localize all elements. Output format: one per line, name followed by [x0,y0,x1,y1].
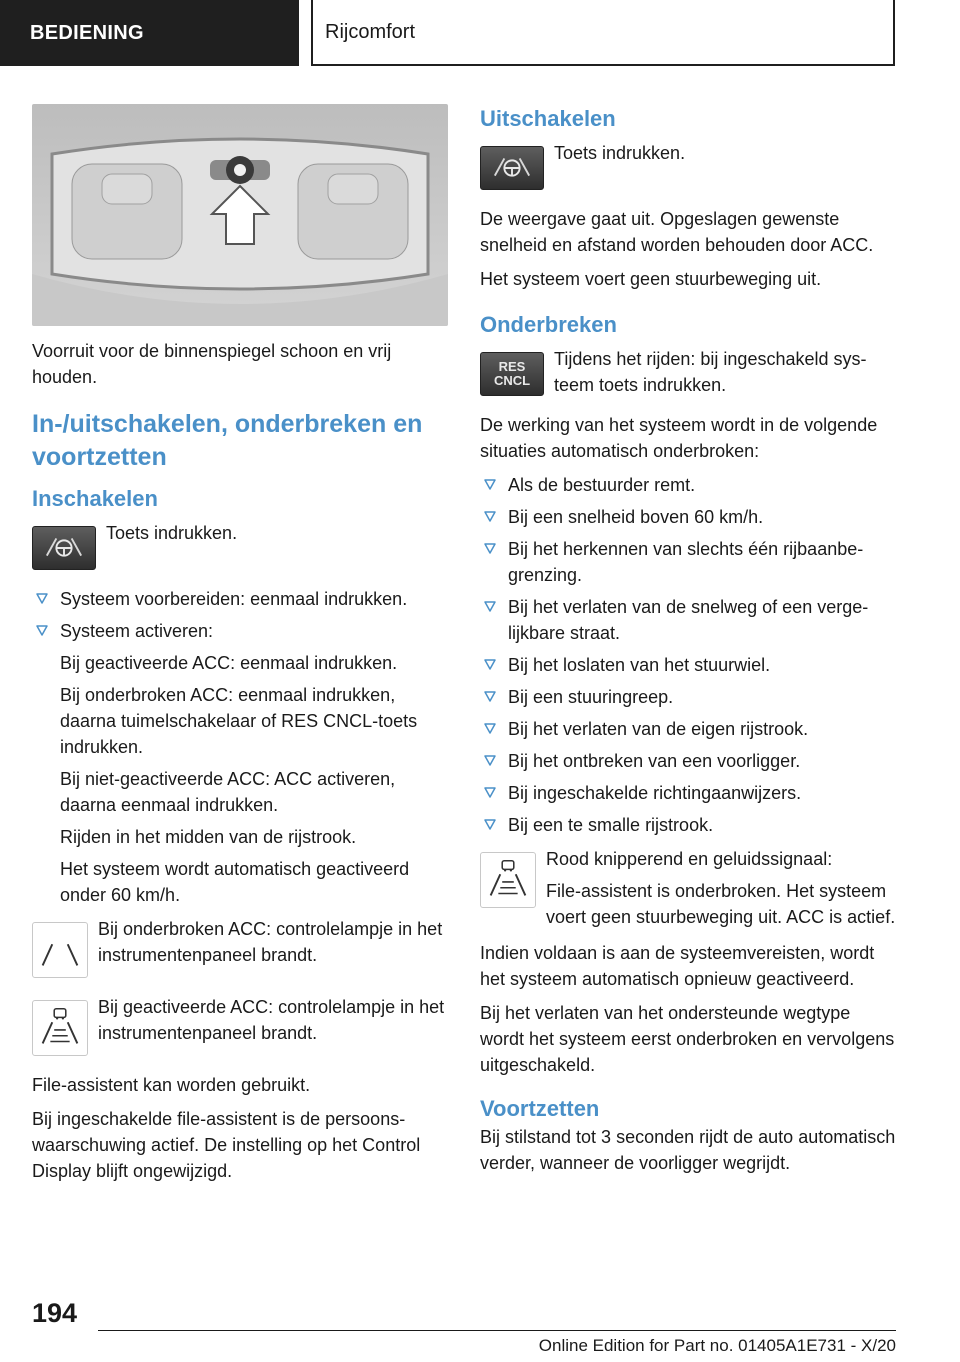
photo-caption: Voorruit voor de binnenspiegel schoon en vrij houden. [32,341,392,387]
list-item: Bij een snelheid boven 60 km/h. [480,504,896,530]
onderbreken-intro: De werking van het systeem wordt in de volgende situaties automatisch onderbroken: [480,415,878,461]
windshield-mirror-photo [32,104,448,326]
lane-lamp-off-icon [32,922,88,978]
list-item: Bij ingeschakelde richtingaanwijzers. [480,780,896,806]
steering-assist-button-icon [480,146,544,190]
lamp-warning-text1: Rood knipperend en geluidssignaal: [546,849,833,869]
list-item: Bij het verlaten van de eigen rijstrook. [480,716,896,742]
page-header [0,0,960,66]
bullet-triangle-icon [480,652,500,678]
list-item: Als de bestuurder remt. [480,472,896,498]
lane-lamp-icon [32,1000,88,1056]
inschakelen-icon-text: Toets indrukken. [106,523,238,543]
sub-text: Bij onderbroken ACC: eenmaal indrukken, daarna tuimelschakelaar of RES CNCL-toets indrukken. [60,685,418,757]
uitschakelen-icon-row [480,140,896,196]
lamp1-row [32,916,448,984]
lamp2-row [32,994,448,1062]
list-item: Bij het ontbreken van een voorligger. [480,748,896,774]
bullet-triangle-icon [480,812,500,838]
right-column [480,104,896,1184]
sub-text: Bij geactiveerde ACC: eenmaal indrukken. [60,653,398,673]
paragraph: Het systeem voert geen stuurbeweging uit. [480,269,822,289]
bullet-triangle-icon [480,780,500,806]
lane-lamp-icon [480,852,536,908]
left-column [32,104,448,1192]
bullet-triangle-icon [480,504,500,530]
list-item: Systeem activeren: Bij geactiveerde ACC: eenmaal indrukken. Bij onderbroken ACC: eenmaal indrukken, daarna tuimelschakelaar of RES CNCL-toets indrukken. Bij niet-geactiveerde ACC: ACC activeren, daarna eenmaal indrukken. Rijden in het midden van de rijstrook. Het systeem wordt automatisch geactiveerd onder 60 km/h. [32,618,448,908]
section-tab: BEDIENING [0,0,299,66]
steering-assist-button-icon [32,526,96,570]
bullet-triangle-icon [480,748,500,774]
subheading-onderbreken: Onderbreken [480,312,617,337]
lamp1-text: Bij onderbroken ACC: controlelampje in het instrumentenpaneel brandt. [98,919,443,965]
bullet-triangle-icon [32,618,52,644]
list-item: Bij een te smalle rijstrook. [480,812,896,838]
res-cncl-button-icon: RES CNCL [480,352,544,396]
list-item: Bij een stuuringreep. [480,684,896,710]
sub-text: Rijden in het midden van de rijstrook. [60,827,357,847]
list-item: Bij het verlaten van de snelweg of een vergelijkbare straat. [480,594,896,646]
bullet-triangle-icon [480,594,500,620]
lamp2-text: Bij geactiveerde ACC: controlelampje in het instrumentenpaneel brandt. [98,997,445,1043]
uitschakelen-icon-text: Toets indrukken. [554,143,686,163]
subheading-voortzetten: Voortzetten [480,1096,600,1121]
onderbreken-icon-row [480,346,896,402]
subheading-inschakelen: Inschakelen [32,486,158,511]
sub-text: Bij niet-geactiveerde ACC: ACC activeren, daarna eenmaal indrukken. [60,769,396,815]
bullet-triangle-icon [480,536,500,562]
paragraph: Indien voldaan is aan de systeemvereisten, wordt het systeem automatisch opnieuw geactiveerd. [480,943,875,989]
subheading-uitschakelen: Uitschakelen [480,106,616,131]
page-number: 194 [32,1298,78,1328]
bullet-triangle-icon [480,716,500,742]
footer-divider [98,1330,896,1331]
inschakelen-icon-row [32,520,448,576]
section-heading: In-/uitschakelen, onderbreken en voortzetten [32,410,423,471]
paragraph: Bij ingeschakelde file-assistent is de persoonswaarschuwing actief. De instelling op het Control Display blijft ongewijzigd. [32,1109,421,1181]
onderbreken-list [480,472,896,838]
inschakelen-list [32,586,448,908]
bullet-triangle-icon [480,684,500,710]
lamp-warning-row [480,846,896,930]
chapter-title: Rijcomfort [311,0,895,66]
sub-text: Het systeem wordt automatisch geactiveerd onder 60 km/h. [60,859,410,905]
paragraph: De weergave gaat uit. Opgeslagen gewenste snelheid en afstand worden behouden door ACC. [480,209,874,255]
edition-text: Online Edition for Part no. 01405A1E731 - X/20 [538,1336,896,1355]
bullet-triangle-icon [480,472,500,498]
list-item: Bij het herkennen van slechts één rijbaanbegrenzing. [480,536,896,588]
list-item: Systeem voorbereiden: eenmaal indrukken. [32,586,448,612]
lamp-warning-text2: File-assistent is onderbroken. Het systeem voert geen stuurbeweging uit. ACC is actief. [546,881,896,927]
paragraph: Bij het verlaten van het ondersteunde wegtype wordt het systeem eerst onderbroken en vervolgens uitgeschakeld. [480,1003,895,1075]
voortzetten-text: Bij stilstand tot 3 seconden rijdt de auto automatisch verder, wanneer de voorligger wegrijdt. [480,1127,896,1173]
bullet-triangle-icon [32,586,52,612]
list-item: Bij het loslaten van het stuurwiel. [480,652,896,678]
paragraph: File-assistent kan worden gebruikt. [32,1075,311,1095]
onderbreken-icon-text: Tijdens het rijden: bij ingeschakeld systeem toets indrukken. [554,349,867,395]
